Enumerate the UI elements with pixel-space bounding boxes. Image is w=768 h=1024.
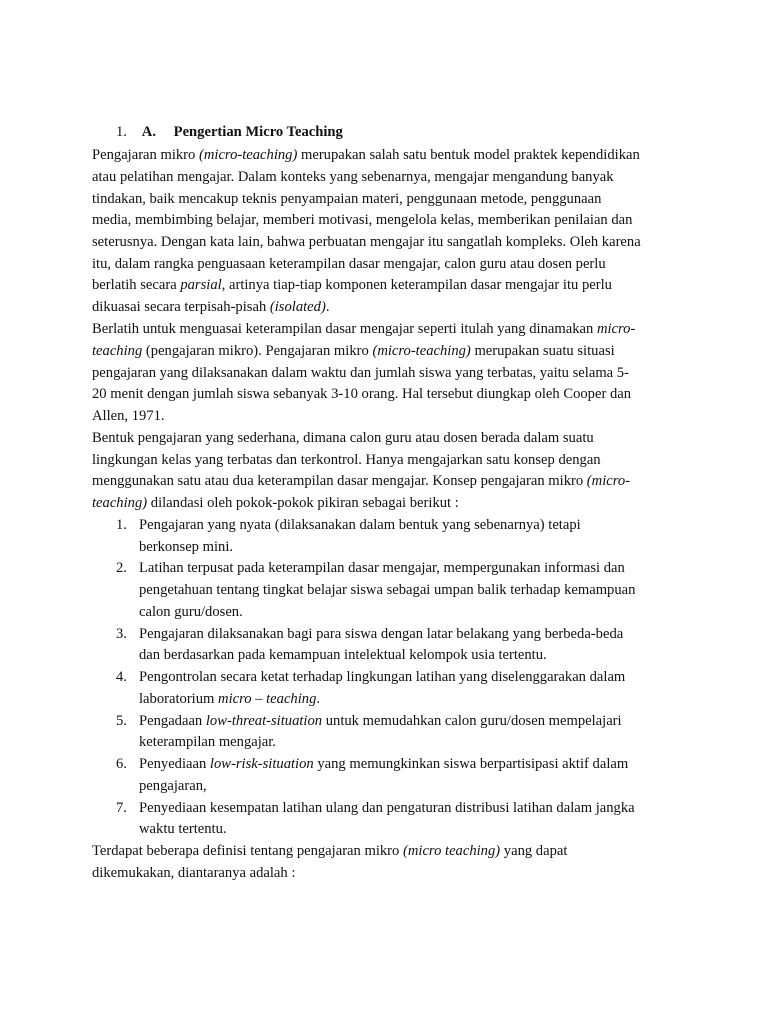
p4-line-2: dikemukakan, diantaranya adalah : xyxy=(92,865,296,881)
p3-line-1: Bentuk pengajaran yang sederhana, dimana calon guru atau dosen berada dalam suatu xyxy=(92,430,594,446)
list-item-2-line-1: Latihan terpusat pada keterampilan dasar mengajar, mempergunakan informasi dan xyxy=(139,560,625,576)
p1-line-4: media, membimbing belajar, memberi motivasi, mengelola kelas, memberikan penilaian dan xyxy=(92,212,633,228)
p1-line-8: dikuasai secara terpisah-pisah (isolated). xyxy=(92,299,330,315)
p1-line-1: Pengajaran mikro (micro-teaching) merupakan salah satu bentuk model praktek kependidikan xyxy=(92,147,640,163)
heading-title: Pengertian Micro Teaching xyxy=(173,124,343,140)
list-item-4-line-1: Pengontrolan secara ketat terhadap lingkungan latihan yang diselenggarakan dalam xyxy=(139,669,626,685)
p2-line-1: Berlatih untuk menguasai keterampilan dasar mengajar seperti itulah yang dinamakan micro- xyxy=(92,321,636,337)
list-item-6-number: 6. xyxy=(116,756,127,772)
list-item-2-line-2: pengetahuan tentang tingkat belajar siswa sebagai umpan balik terhadap kemampuan xyxy=(139,582,636,598)
list-item-3-number: 3. xyxy=(116,626,127,642)
p1-line-3: tindakan, baik mencakup teknis penyampaian materi, penggunaan metode, penggunaan xyxy=(92,191,602,207)
p2-line-3: pengajaran yang dilaksanakan dalam waktu dan jumlah siswa yang terbatas, yaitu selama 5- xyxy=(92,365,629,381)
list-item-3-line-2: dan berdasarkan pada kemampuan intelektual kelompok usia tertentu. xyxy=(139,647,547,663)
list-item-4-number: 4. xyxy=(116,669,127,685)
list-item-7-line-1: Penyediaan kesempatan latihan ulang dan pengaturan distribusi latihan dalam jangka xyxy=(139,800,635,816)
list-item-7-line-2: waktu tertentu. xyxy=(139,821,227,837)
p3-line-4: teaching) dilandasi oleh pokok-pokok pikiran sebagai berikut : xyxy=(92,495,459,511)
p1-line-5: seterusnya. Dengan kata lain, bahwa perbuatan mengajar itu sangatlah kompleks. Oleh karena xyxy=(92,234,641,250)
list-item-5-line-1: Pengadaan low-threat-situation untuk memudahkan calon guru/dosen mempelajari xyxy=(139,713,622,729)
list-item-2-number: 2. xyxy=(116,560,127,576)
p1-line-7: berlatih secara parsial, artinya tiap-tiap komponen keterampilan dasar mengajar itu perlu xyxy=(92,277,612,293)
list-item-2-line-3: calon guru/dosen. xyxy=(139,604,243,620)
p2-line-4: 20 menit dengan jumlah siswa sebanyak 3-10 orang. Hal tersebut diungkap oleh Cooper dan xyxy=(92,386,632,402)
list-item-1-number: 1. xyxy=(116,517,127,533)
heading-section-letter: A. xyxy=(141,124,156,140)
p4-line-1: Terdapat beberapa definisi tentang pengajaran mikro (micro teaching) yang dapat xyxy=(92,843,568,859)
list-item-1-line-2: berkonsep mini. xyxy=(139,539,234,555)
list-item-6-line-1: Penyediaan low-risk-situation yang memungkinkan siswa berpartisipasi aktif dalam xyxy=(139,756,629,772)
list-item-1-line-1: Pengajaran yang nyata (dilaksanakan dalam bentuk yang sebenarnya) tetapi xyxy=(139,517,581,533)
list-item-4-line-2: laboratorium micro – teaching. xyxy=(139,691,321,707)
p2-line-2: teaching (pengajaran mikro). Pengajaran mikro (micro-teaching) merupakan suatu situasi xyxy=(92,343,615,359)
p3-line-3: menggunakan satu atau dua keterampilan dasar mengajar. Konsep pengajaran mikro (micro- xyxy=(92,473,631,489)
p2-line-5: Allen, 1971. xyxy=(92,408,165,424)
section-heading xyxy=(116,123,343,141)
list-item-6-line-2: pengajaran, xyxy=(139,778,207,794)
p1-line-6: itu, dalam rangka penguasaan keterampilan dasar mengajar, calon guru atau dosen perlu xyxy=(92,256,606,272)
list-item-5-line-2: keterampilan mengajar. xyxy=(139,734,276,750)
heading-number: 1. xyxy=(116,124,127,140)
p1-line-2: atau pelatihan mengajar. Dalam konteks yang sebenarnya, mengajar mengandung banyak xyxy=(92,169,614,185)
list-item-3-line-1: Pengajaran dilaksanakan bagi para siswa dengan latar belakang yang berbeda-beda xyxy=(139,626,624,642)
p3-line-2: lingkungan kelas yang terbatas dan terkontrol. Hanya mengajarkan satu konsep dengan xyxy=(92,452,601,468)
list-item-5-number: 5. xyxy=(116,713,127,729)
list-item-7-number: 7. xyxy=(116,800,127,816)
